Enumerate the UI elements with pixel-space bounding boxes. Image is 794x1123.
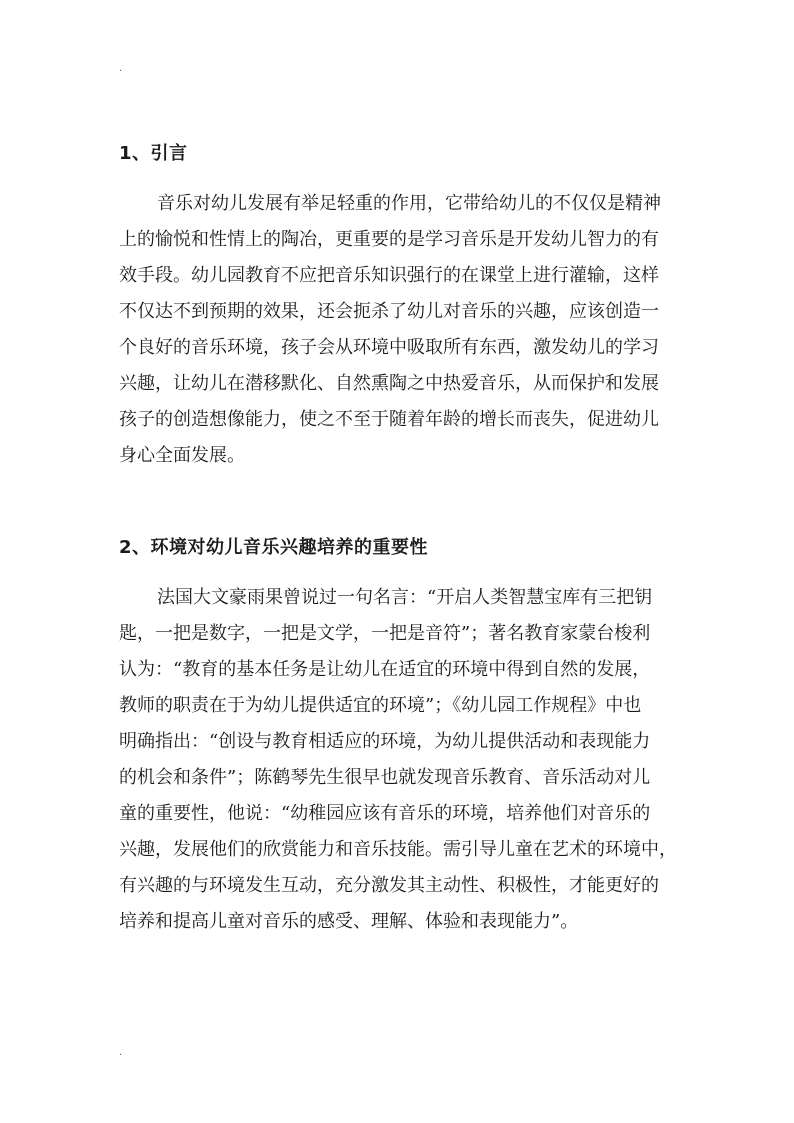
paragraph-line: 效手段。幼儿园教育不应把音乐知识强行的在课堂上进行灌输，这样 bbox=[119, 265, 659, 286]
paragraph-line: 兴趣，让幼儿在潜移默化、自然熏陶之中热爱音乐，从而保护和发展 bbox=[119, 373, 659, 394]
paragraph-line: 上的愉悦和性情上的陶冶，更重要的是学习音乐是开发幼儿智力的有 bbox=[119, 229, 659, 250]
paragraph-line: 童的重要性，他说：“幼稚园应该有音乐的环境，培养他们对音乐的 bbox=[119, 803, 651, 824]
section-paragraph-introduction bbox=[119, 186, 679, 474]
paragraph-line: 教师的职责在于为幼儿提供适宜的环境”；《幼儿园工作规程》中也 bbox=[119, 695, 642, 716]
paragraph-line: 的机会和条件”；陈鹤琴先生很早也就发现音乐教育、音乐活动对儿 bbox=[119, 767, 651, 788]
paragraph-line: 音乐对幼儿发展有举足轻重的作用，它带给幼儿的不仅仅是精神 bbox=[157, 193, 661, 214]
paragraph-line: 孩子的创造想像能力，使之不至于随着年龄的增长而丧失，促进幼儿 bbox=[119, 409, 659, 430]
paragraph-line: 兴趣，发展他们的欣赏能力和音乐技能。需引导儿童在艺术的环境中， bbox=[119, 839, 677, 860]
section-paragraph-environment-importance bbox=[119, 580, 679, 940]
paragraph-line: 个良好的音乐环境，孩子会从环境中吸取所有东西，激发幼儿的学习 bbox=[119, 337, 659, 358]
paragraph-line: 培养和提高儿童对音乐的感受、理解、体验和表现能力”。 bbox=[119, 911, 579, 932]
paragraph-line: 有兴趣的与环境发生互动，充分激发其主动性、积极性，才能更好的 bbox=[119, 875, 659, 896]
page-mark-bottom: . bbox=[119, 1047, 123, 1058]
section-heading-introduction: 1、引言 bbox=[119, 143, 188, 164]
paragraph-line: 认为：“教育的基本任务是让幼儿在适宜的环境中得到自然的发展， bbox=[119, 659, 651, 680]
paragraph-line: 明确指出：“创设与教育相适应的环境，为幼儿提供活动和表现能力 bbox=[119, 731, 651, 752]
section-heading-environment-importance: 2、环境对幼儿音乐兴趣培养的重要性 bbox=[119, 537, 429, 558]
paragraph-line: 法国大文豪雨果曾说过一句名言：“开启人类智慧宝库有三把钥 bbox=[157, 587, 653, 608]
paragraph-line: 身心全面发展。 bbox=[119, 445, 245, 466]
paragraph-line: 不仅达不到预期的效果，还会扼杀了幼儿对音乐的兴趣，应该创造一 bbox=[119, 301, 659, 322]
page-mark-top: . bbox=[119, 63, 123, 74]
paragraph-line: 匙，一把是数字，一把是文学，一把是音符”；著名教育家蒙台梭利 bbox=[119, 623, 651, 644]
